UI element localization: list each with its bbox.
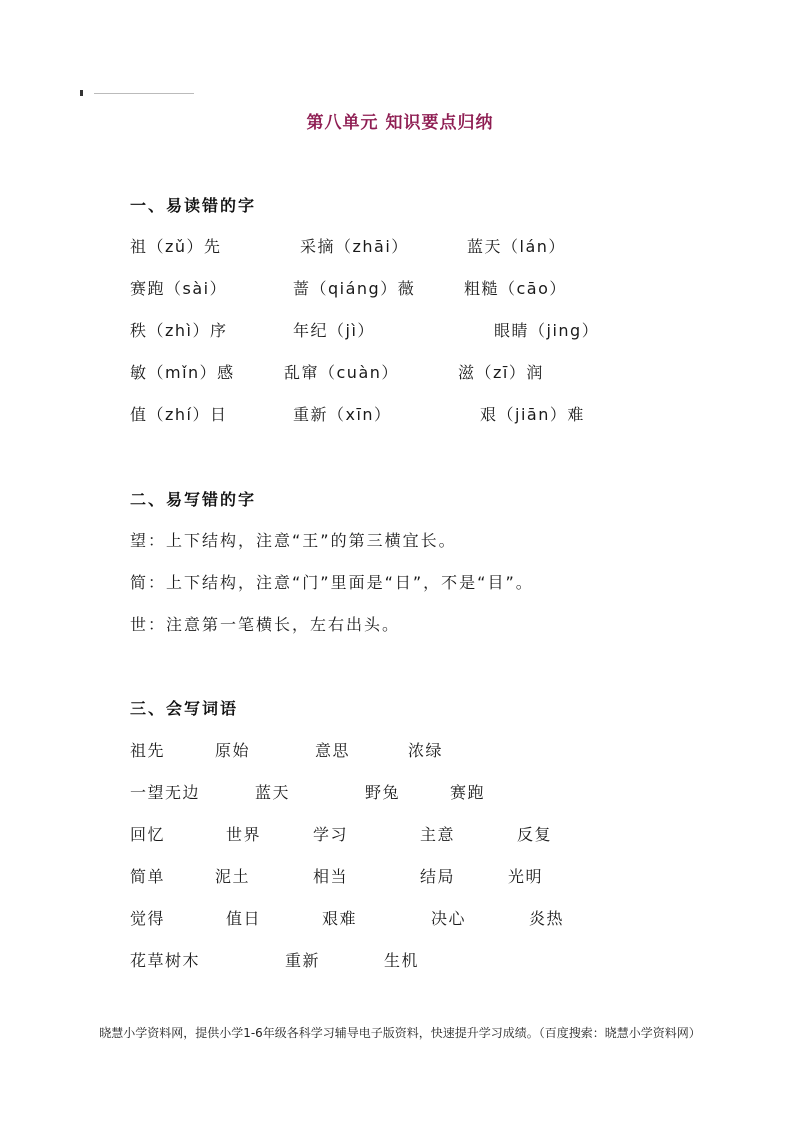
pinyin-entry: 年纪（jì） xyxy=(293,321,375,340)
vocab-word: 野兔 xyxy=(365,783,401,802)
vocab-row xyxy=(0,822,800,846)
vocab-word: 值日 xyxy=(226,909,262,928)
vocab-word: 花草树木 xyxy=(130,951,201,970)
pinyin-row xyxy=(0,276,800,300)
vocab-word: 生机 xyxy=(384,951,420,970)
writing-note: 简：上下结构，注意“门”里面是“日”，不是“目”。 xyxy=(130,573,534,592)
pinyin-entry: 粗糙（cāo） xyxy=(464,279,567,298)
pinyin-entry: 敏（mǐn）感 xyxy=(130,363,235,382)
section-heading-vocabulary: 三、会写词语 xyxy=(130,699,239,718)
vocab-row xyxy=(0,864,800,888)
vocab-word: 反复 xyxy=(517,825,553,844)
writing-note: 望：上下结构，注意“王”的第三横宜长。 xyxy=(130,531,457,550)
scan-mark-stub xyxy=(80,90,83,96)
pinyin-entry: 采摘（zhāi） xyxy=(300,237,409,256)
pinyin-entry: 蓝天（lán） xyxy=(467,237,566,256)
page-footer: 晓慧小学资料网，提供小学1-6年级各科学习辅导电子版资料，快速提升学习成绩。（百度搜索：晓慧小学资料网） xyxy=(99,1026,701,1040)
pinyin-row xyxy=(0,318,800,342)
scan-mark-smudge xyxy=(94,93,194,94)
section-heading-misread: 一、易读错的字 xyxy=(130,196,257,215)
page-title: 第八单元 知识要点归纳 xyxy=(306,113,494,133)
vocab-word: 相当 xyxy=(313,867,349,886)
vocab-row xyxy=(0,780,800,804)
pinyin-row xyxy=(0,234,800,258)
pinyin-entry: 祖（zǔ）先 xyxy=(130,237,222,256)
pinyin-entry: 艰（jiān）难 xyxy=(480,405,585,424)
pinyin-entry: 蔷（qiáng）薇 xyxy=(293,279,416,298)
vocab-word: 简单 xyxy=(130,867,166,886)
vocab-word: 蓝天 xyxy=(255,783,291,802)
pinyin-entry: 值（zhí）日 xyxy=(130,405,228,424)
pinyin-entry: 眼睛（jing） xyxy=(494,321,600,340)
vocab-row xyxy=(0,738,800,762)
vocab-word: 浓绿 xyxy=(408,741,444,760)
vocab-word: 学习 xyxy=(313,825,349,844)
vocab-word: 重新 xyxy=(285,951,321,970)
vocab-word: 结局 xyxy=(420,867,456,886)
vocab-word: 决心 xyxy=(431,909,467,928)
vocab-word: 原始 xyxy=(215,741,251,760)
vocab-word: 意思 xyxy=(315,741,351,760)
vocab-word: 赛跑 xyxy=(450,783,486,802)
vocab-word: 觉得 xyxy=(130,909,166,928)
pinyin-entry: 重新（xīn） xyxy=(293,405,392,424)
pinyin-entry: 滋（zī）润 xyxy=(458,363,544,382)
pinyin-entry: 秩（zhì）序 xyxy=(130,321,228,340)
pinyin-entry: 赛跑（sài） xyxy=(130,279,228,298)
section-heading-miswritten: 二、易写错的字 xyxy=(130,490,257,509)
vocab-word: 泥土 xyxy=(215,867,251,886)
vocab-word: 一望无边 xyxy=(130,783,201,802)
vocab-word: 炎热 xyxy=(529,909,565,928)
writing-note: 世：注意第一笔横长，左右出头。 xyxy=(130,615,401,634)
pinyin-row xyxy=(0,402,800,426)
vocab-row xyxy=(0,948,800,972)
vocab-word: 光明 xyxy=(508,867,544,886)
vocab-word: 主意 xyxy=(420,825,456,844)
scan-mark xyxy=(80,90,200,96)
vocab-word: 回忆 xyxy=(130,825,166,844)
vocab-row xyxy=(0,906,800,930)
vocab-word: 祖先 xyxy=(130,741,166,760)
pinyin-row xyxy=(0,360,800,384)
vocab-word: 艰难 xyxy=(322,909,358,928)
vocab-word: 世界 xyxy=(226,825,262,844)
pinyin-entry: 乱窜（cuàn） xyxy=(284,363,399,382)
